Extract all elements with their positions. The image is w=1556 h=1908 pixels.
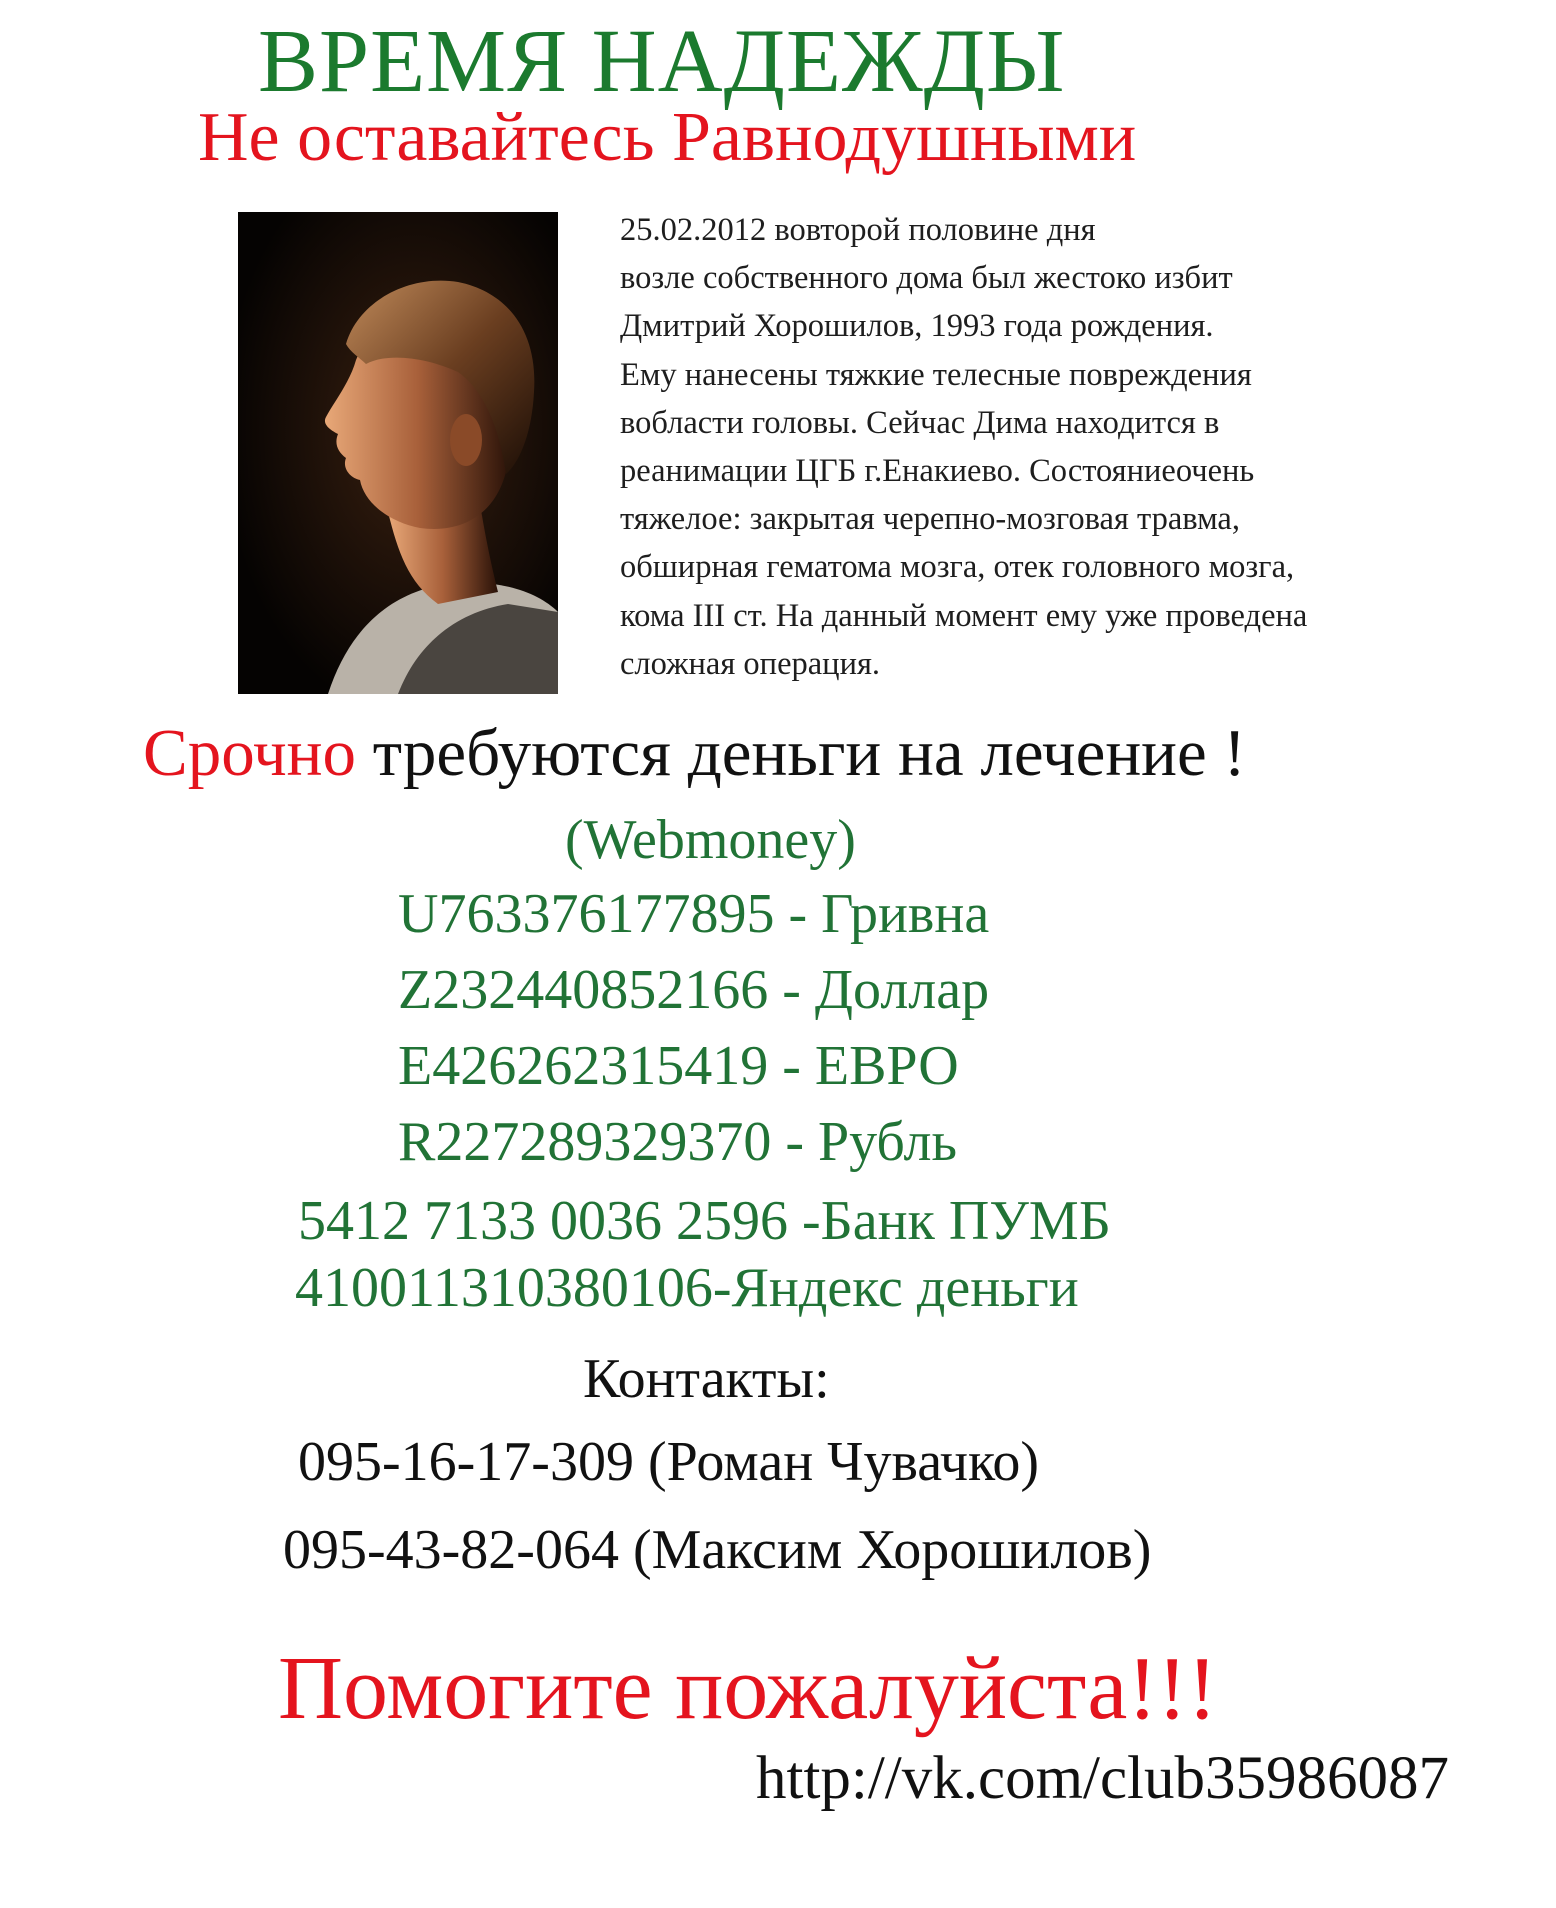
urgent-highlight: Срочно	[143, 716, 357, 790]
story-line: реанимации ЦГБ г.Енакиево. Состояниеочень	[620, 453, 1255, 490]
account-usd: Z232440852166 - Доллар	[398, 959, 990, 1021]
contact-phone-1: 095-16-17-309 (Роман Чувачко)	[298, 1431, 1040, 1493]
account-eur: E426262315419 - ЕВРО	[398, 1035, 959, 1097]
account-yandex: 410011310380106-Яндекс деньги	[295, 1257, 1079, 1319]
portrait-photo	[238, 212, 558, 694]
account-bank-card: 5412 7133 0036 2596 -Банк ПУМБ	[298, 1190, 1111, 1252]
webmoney-header: (Webmoney)	[565, 809, 856, 871]
story-line: кома III ст. На данный момент ему уже проведена	[620, 597, 1308, 634]
account-uah: U763376177895 - Гривна	[398, 883, 990, 945]
story-line: Ему нанесены тяжкие телесные повреждения	[620, 356, 1252, 393]
story-line: возле собственного дома был жестоко избит	[620, 260, 1233, 297]
poster-subtitle: Не оставайтесь Равнодушными	[198, 99, 1137, 176]
story-text	[620, 206, 1500, 688]
plea-heading: Помогите пожалуйста!!!	[278, 1639, 1218, 1738]
story-line: обширная гематома мозга, отек головного мозга,	[620, 549, 1295, 586]
poster-title: ВРЕМЯ НАДЕЖДЫ	[258, 12, 1066, 111]
story-line: вобласти головы. Сейчас Дима находится в	[620, 404, 1220, 441]
account-rub: R227289329370 - Рубль	[398, 1111, 957, 1173]
portrait-photo-icon	[238, 212, 558, 694]
story-line: 25.02.2012 вовторой половине дня	[620, 212, 1096, 248]
urgent-heading	[143, 715, 1246, 792]
contact-phone-2: 095-43-82-064 (Максим Хорошилов)	[283, 1519, 1152, 1581]
story-line: сложная операция.	[620, 645, 881, 682]
vk-link[interactable]: http://vk.com/club35986087	[756, 1745, 1449, 1812]
contacts-header: Контакты:	[583, 1348, 830, 1410]
urgent-rest: требуются деньги на лечение !	[356, 716, 1246, 790]
story-line: Дмитрий Хорошилов, 1993 года рождения.	[620, 308, 1214, 345]
story-line: тяжелое: закрытая черепно-мозговая травма,	[620, 501, 1240, 538]
